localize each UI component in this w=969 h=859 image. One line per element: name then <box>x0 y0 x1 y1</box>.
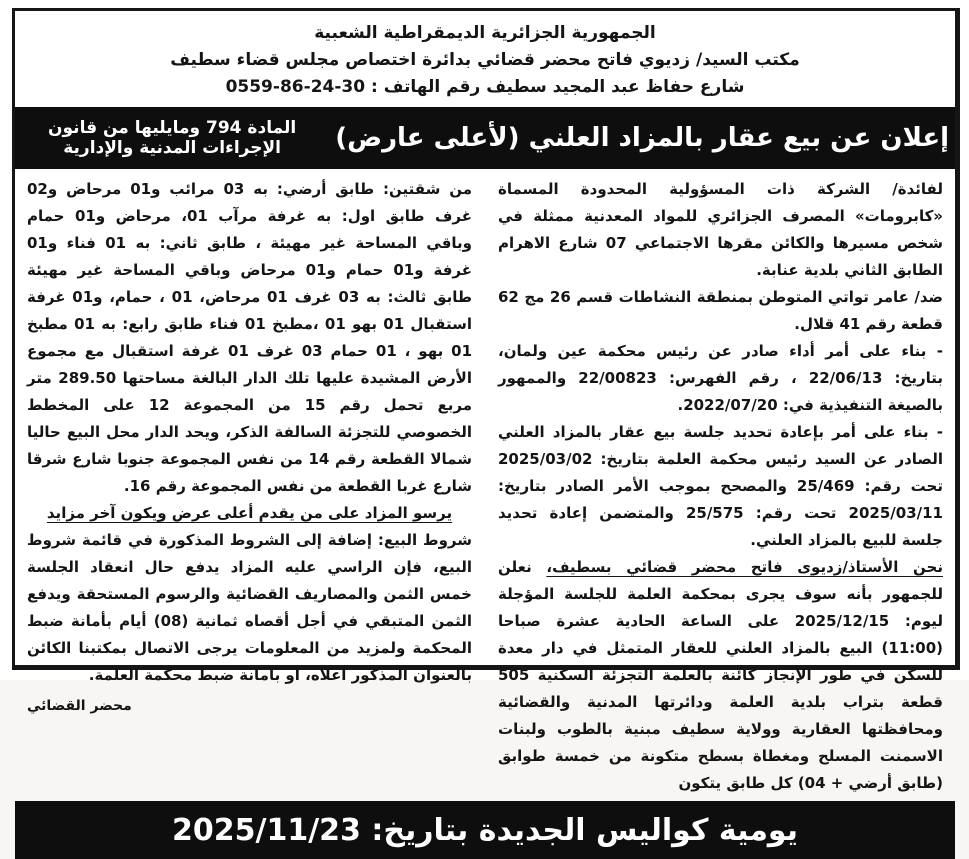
announcement-text: نعلن للجمهور بأنه سوف يجرى بمحكمة العلمة للجلسة المؤجلة ليوم: 2025/12/15 على الساعة الحادية عشرة صباحا (11:00) البيع بالمزاد العلني للعقار المتمثل في دار معدة للسكن في طور الإنجاز كائنة بالعلمة التجزئة السكنية 505 قطعة بتراب بلدية العلمة ودائرتها المدنية والقضائية ومحافظتها العقارية وولاية سطيف مبنية بالطوب ولبنات الاسمنت المسلح ومغطاة بسطح متكونة من خمسة طوابق (طابق أرضي + 04) كل طابق يتكون <box>498 558 944 792</box>
beneficiary-paragraph: لفائدة/ الشركة ذات المسؤولية المحدودة المسماة «كابرومات» المصرف الجزائري للمواد المعدنية ممثلة في شخص مسيرها والكائن مقرها الاجتماعي 07 شارع الاهرام الطابق الثاني بلدية عنابة. <box>498 180 943 279</box>
bailiff-name-underlined: نحن الأستاذ/زديوى فاتح محضر قضائي بسطيف، <box>546 558 943 576</box>
auction-announcement-title: إعلان عن بيع عقار بالمزاد العلني (لأعلى عارض) <box>335 123 949 153</box>
bailiff-office-line: مكتب السيد/ زديوي فاتح محضر قضائي بدائرة اختصاص مجلس قضاء سطيف <box>170 50 800 70</box>
award-rule-line: يرسو المزاد على من يقدم أعلى عرض ويكون آخر مزايد <box>46 504 453 522</box>
newspaper-footer-band <box>15 801 955 859</box>
session-order-paragraph: - بناء على أمر بإعادة تحديد جلسة بيع عقار بالمزاد العلني الصادر عن السيد رئيس محكمة العلمة بتاريخ: 2025/03/02 تحت رقم: 25/469 والمصحح بموجب الأمر الصادر بتاريخ: 2025/03/11 تحت رقم: 25/575 والمتضمن إعادة تحديد جلسة للبيع بالمزاد العلني. <box>498 423 943 549</box>
notice-frame <box>12 8 960 848</box>
column-left <box>27 176 472 797</box>
bailiff-signature: محضر القضائي <box>27 698 132 714</box>
sale-conditions-paragraph: شروط البيع: إضافة إلى الشروط المذكورة في قائمة شروط البيع، فإن الراسي عليه المزاد يدفع حال انعقاد الجلسة خمس الثمن والمصاريف القضائية والرسوم المستحقة ويدفع الثمن المتبقي في أجل أقصاه ثمانية (08) أيام بأمانة ضبط المحكمة ولمزيد من المعلومات يرجى الاتصال بمكتبنا الكائن بالعنوان المذكور أعلاه، أو بأمانة ضبط محكمة العلمة. <box>27 531 472 684</box>
address-phone-line: شارع حفاظ عبد المجيد سطيف رقم الهاتف : 30-24-86-0559 <box>225 77 745 97</box>
column-right <box>498 176 943 797</box>
law-article-reference: المادة 794 ومايليها من قانون الإجراءات المدنية والإدارية <box>48 118 297 158</box>
defendant-paragraph: ضد/ عامر تواتي المتوطن بمنطقة النشاطات قسم 26 مج 62 قطعة رقم 41 قلال. <box>498 288 943 333</box>
newspaper-name-date: يومية كواليس الجديدة بتاريخ: 2025/11/23 <box>172 812 798 848</box>
payment-order-paragraph: - بناء على أمر أداء صادر عن رئيس محكمة عين ولمان، بتاريخ: 22/06/13 ، رقم الفهرس: 22/00823 والممهور بالصيغة التنفيذية في: 2022/07/20. <box>498 342 944 414</box>
republic-title: الجمهورية الجزائرية الديمقراطية الشعبية <box>314 23 656 43</box>
title-band <box>15 107 955 169</box>
property-description-paragraph: من شقتين: طابق أرضي: به 03 مرائب و01 مرحاض و02 غرف طابق اول: به غرفة مرآب 01، مرحاض و01 حمام وباقي المساحة غير مهيئة ، طابق ثاني: به 01 فناء و01 غرفة و01 حمام و01 مرحاض وباقي المساحة غير مهيئة طابق ثالث: به 03 غرف 01 مرحاض، 01 ، حمام، و01 غرفة استقبال 01 بهو 01 ،مطبخ 01 فناء طابق رابع: به 01 مطبخ 01 بهو ، 01 حمام 03 غرف 01 غرفة استقبال مع مجموع الأرض المشيدة عليها تلك الدار البالغة مساحتها 289.50 متر مربع تحمل رقم 15 من المجموعة 12 على المخطط الخصوصي للتجزئة السالفة الذكر، ويحد الدار محل البيع حاليا شمالا القطعة رقم 14 من نفس المجموعة جنوبا شارع شرقا شارع غربا القطعة من نفس المجموعة رقم 16. <box>27 180 473 495</box>
announcement-paragraph <box>498 554 943 797</box>
notice-body <box>15 169 955 799</box>
bailiff-office-header <box>15 11 955 107</box>
